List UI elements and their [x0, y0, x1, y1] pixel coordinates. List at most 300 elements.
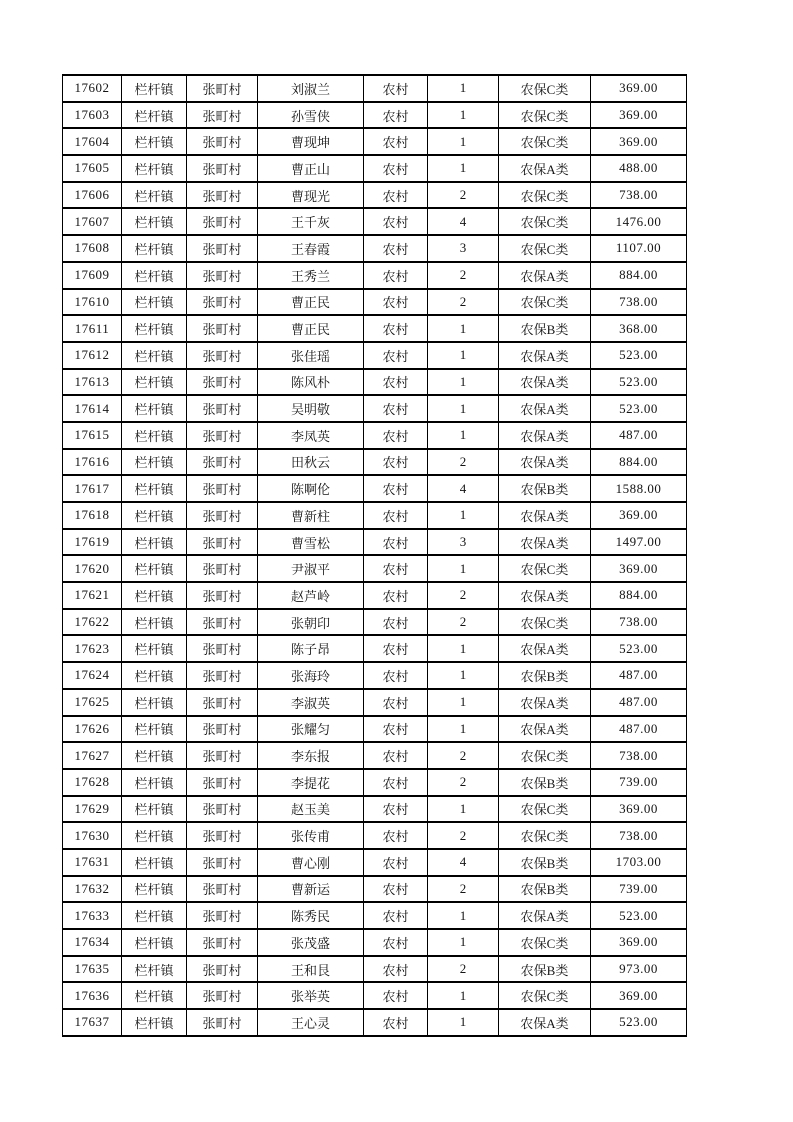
table-row [63, 555, 687, 582]
cell-village: 张町村 [187, 902, 258, 929]
cell-amount: 738.00 [591, 182, 687, 209]
cell-household_type: 农村 [364, 475, 428, 502]
cell-person_count: 2 [428, 262, 499, 289]
table-row [63, 475, 687, 502]
cell-amount: 738.00 [591, 742, 687, 769]
cell-town: 栏杆镇 [122, 796, 187, 823]
cell-insurance_category: 农保C类 [499, 75, 591, 102]
table-row [63, 929, 687, 956]
cell-person_count: 4 [428, 849, 499, 876]
table-row [63, 689, 687, 716]
cell-id: 17631 [63, 849, 122, 876]
cell-person_count: 2 [428, 289, 499, 316]
cell-village: 张町村 [187, 555, 258, 582]
cell-town: 栏杆镇 [122, 982, 187, 1009]
cell-village: 张町村 [187, 75, 258, 102]
cell-name: 李提花 [258, 769, 364, 796]
cell-village: 张町村 [187, 876, 258, 903]
cell-person_count: 2 [428, 769, 499, 796]
cell-person_count: 1 [428, 689, 499, 716]
cell-insurance_category: 农保B类 [499, 876, 591, 903]
cell-id: 17604 [63, 128, 122, 155]
cell-insurance_category: 农保A类 [499, 369, 591, 396]
cell-household_type: 农村 [364, 876, 428, 903]
cell-village: 张町村 [187, 929, 258, 956]
cell-insurance_category: 农保C类 [499, 822, 591, 849]
cell-name: 李凤英 [258, 422, 364, 449]
cell-town: 栏杆镇 [122, 902, 187, 929]
cell-name: 王春霞 [258, 235, 364, 262]
insurance-records-table [62, 74, 687, 1037]
cell-insurance_category: 农保B类 [499, 662, 591, 689]
cell-person_count: 2 [428, 609, 499, 636]
cell-person_count: 1 [428, 395, 499, 422]
cell-village: 张町村 [187, 956, 258, 983]
cell-name: 赵芦岭 [258, 582, 364, 609]
cell-person_count: 4 [428, 475, 499, 502]
table-row [63, 449, 687, 476]
cell-household_type: 农村 [364, 929, 428, 956]
cell-insurance_category: 农保A类 [499, 689, 591, 716]
cell-town: 栏杆镇 [122, 689, 187, 716]
table-row [63, 422, 687, 449]
table-row [63, 609, 687, 636]
cell-village: 张町村 [187, 769, 258, 796]
cell-id: 17626 [63, 716, 122, 743]
cell-amount: 1476.00 [591, 208, 687, 235]
cell-town: 栏杆镇 [122, 822, 187, 849]
cell-name: 曹正民 [258, 315, 364, 342]
cell-insurance_category: 农保C类 [499, 742, 591, 769]
table-row [63, 182, 687, 209]
cell-id: 17623 [63, 635, 122, 662]
cell-person_count: 1 [428, 796, 499, 823]
cell-id: 17609 [63, 262, 122, 289]
table-row [63, 956, 687, 983]
cell-name: 李东报 [258, 742, 364, 769]
cell-household_type: 农村 [364, 956, 428, 983]
cell-household_type: 农村 [364, 902, 428, 929]
cell-insurance_category: 农保B类 [499, 849, 591, 876]
cell-household_type: 农村 [364, 369, 428, 396]
cell-name: 孙雪侠 [258, 102, 364, 129]
cell-village: 张町村 [187, 609, 258, 636]
table-row [63, 716, 687, 743]
cell-id: 17614 [63, 395, 122, 422]
cell-insurance_category: 农保C类 [499, 235, 591, 262]
cell-town: 栏杆镇 [122, 769, 187, 796]
cell-village: 张町村 [187, 635, 258, 662]
cell-household_type: 农村 [364, 609, 428, 636]
cell-id: 17634 [63, 929, 122, 956]
table-row [63, 1009, 687, 1036]
cell-person_count: 2 [428, 742, 499, 769]
cell-name: 田秋云 [258, 449, 364, 476]
cell-id: 17617 [63, 475, 122, 502]
cell-person_count: 3 [428, 235, 499, 262]
cell-id: 17633 [63, 902, 122, 929]
cell-town: 栏杆镇 [122, 369, 187, 396]
cell-insurance_category: 农保A类 [499, 502, 591, 529]
cell-amount: 369.00 [591, 796, 687, 823]
cell-village: 张町村 [187, 342, 258, 369]
cell-village: 张町村 [187, 182, 258, 209]
cell-id: 17616 [63, 449, 122, 476]
cell-id: 17618 [63, 502, 122, 529]
cell-amount: 884.00 [591, 449, 687, 476]
cell-village: 张町村 [187, 822, 258, 849]
cell-amount: 369.00 [591, 75, 687, 102]
cell-person_count: 1 [428, 422, 499, 449]
cell-insurance_category: 农保A类 [499, 582, 591, 609]
cell-amount: 523.00 [591, 1009, 687, 1036]
cell-village: 张町村 [187, 155, 258, 182]
cell-amount: 369.00 [591, 128, 687, 155]
cell-name: 刘淑兰 [258, 75, 364, 102]
table-row [63, 395, 687, 422]
cell-amount: 884.00 [591, 262, 687, 289]
cell-person_count: 1 [428, 929, 499, 956]
cell-town: 栏杆镇 [122, 208, 187, 235]
cell-village: 张町村 [187, 449, 258, 476]
cell-town: 栏杆镇 [122, 289, 187, 316]
cell-person_count: 1 [428, 716, 499, 743]
cell-name: 曹现光 [258, 182, 364, 209]
cell-town: 栏杆镇 [122, 342, 187, 369]
cell-town: 栏杆镇 [122, 422, 187, 449]
cell-id: 17625 [63, 689, 122, 716]
cell-amount: 523.00 [591, 635, 687, 662]
cell-name: 王千灰 [258, 208, 364, 235]
cell-household_type: 农村 [364, 822, 428, 849]
cell-name: 曹正民 [258, 289, 364, 316]
cell-household_type: 农村 [364, 262, 428, 289]
cell-amount: 1703.00 [591, 849, 687, 876]
cell-amount: 369.00 [591, 502, 687, 529]
cell-amount: 884.00 [591, 582, 687, 609]
cell-id: 17619 [63, 529, 122, 556]
cell-household_type: 农村 [364, 102, 428, 129]
table-row [63, 75, 687, 102]
cell-household_type: 农村 [364, 662, 428, 689]
cell-person_count: 1 [428, 155, 499, 182]
cell-village: 张町村 [187, 208, 258, 235]
cell-insurance_category: 农保B类 [499, 956, 591, 983]
cell-id: 17622 [63, 609, 122, 636]
cell-insurance_category: 农保C类 [499, 208, 591, 235]
cell-insurance_category: 农保C类 [499, 929, 591, 956]
cell-amount: 369.00 [591, 102, 687, 129]
cell-household_type: 农村 [364, 529, 428, 556]
cell-household_type: 农村 [364, 742, 428, 769]
cell-id: 17602 [63, 75, 122, 102]
cell-village: 张町村 [187, 742, 258, 769]
cell-household_type: 农村 [364, 635, 428, 662]
cell-town: 栏杆镇 [122, 662, 187, 689]
cell-insurance_category: 农保A类 [499, 449, 591, 476]
cell-town: 栏杆镇 [122, 956, 187, 983]
cell-town: 栏杆镇 [122, 529, 187, 556]
cell-village: 张町村 [187, 395, 258, 422]
cell-household_type: 农村 [364, 555, 428, 582]
cell-amount: 1588.00 [591, 475, 687, 502]
cell-household_type: 农村 [364, 342, 428, 369]
cell-village: 张町村 [187, 289, 258, 316]
cell-person_count: 2 [428, 956, 499, 983]
cell-insurance_category: 农保B类 [499, 475, 591, 502]
cell-id: 17607 [63, 208, 122, 235]
cell-name: 曹新运 [258, 876, 364, 903]
cell-name: 陈子昂 [258, 635, 364, 662]
cell-village: 张町村 [187, 422, 258, 449]
cell-insurance_category: 农保A类 [499, 902, 591, 929]
cell-name: 王和艮 [258, 956, 364, 983]
cell-id: 17630 [63, 822, 122, 849]
cell-household_type: 农村 [364, 982, 428, 1009]
cell-household_type: 农村 [364, 449, 428, 476]
cell-village: 张町村 [187, 662, 258, 689]
cell-village: 张町村 [187, 582, 258, 609]
cell-amount: 488.00 [591, 155, 687, 182]
cell-person_count: 2 [428, 822, 499, 849]
table-row [63, 369, 687, 396]
cell-household_type: 农村 [364, 502, 428, 529]
cell-household_type: 农村 [364, 155, 428, 182]
cell-name: 李淑英 [258, 689, 364, 716]
table-row [63, 155, 687, 182]
cell-name: 张朝印 [258, 609, 364, 636]
cell-household_type: 农村 [364, 422, 428, 449]
cell-id: 17615 [63, 422, 122, 449]
cell-amount: 487.00 [591, 689, 687, 716]
cell-insurance_category: 农保A类 [499, 395, 591, 422]
cell-person_count: 2 [428, 876, 499, 903]
table-row [63, 342, 687, 369]
cell-insurance_category: 农保C类 [499, 102, 591, 129]
cell-insurance_category: 农保B类 [499, 769, 591, 796]
cell-insurance_category: 农保C类 [499, 128, 591, 155]
cell-town: 栏杆镇 [122, 235, 187, 262]
cell-name: 陈风朴 [258, 369, 364, 396]
cell-id: 17605 [63, 155, 122, 182]
cell-village: 张町村 [187, 102, 258, 129]
cell-village: 张町村 [187, 689, 258, 716]
cell-town: 栏杆镇 [122, 555, 187, 582]
cell-town: 栏杆镇 [122, 182, 187, 209]
cell-household_type: 农村 [364, 849, 428, 876]
cell-village: 张町村 [187, 315, 258, 342]
cell-id: 17627 [63, 742, 122, 769]
cell-household_type: 农村 [364, 289, 428, 316]
table-row [63, 742, 687, 769]
cell-amount: 738.00 [591, 609, 687, 636]
cell-village: 张町村 [187, 849, 258, 876]
cell-village: 张町村 [187, 982, 258, 1009]
cell-amount: 739.00 [591, 876, 687, 903]
cell-town: 栏杆镇 [122, 102, 187, 129]
cell-insurance_category: 农保A类 [499, 716, 591, 743]
cell-amount: 487.00 [591, 662, 687, 689]
cell-name: 张佳瑶 [258, 342, 364, 369]
cell-town: 栏杆镇 [122, 929, 187, 956]
cell-person_count: 1 [428, 902, 499, 929]
cell-amount: 368.00 [591, 315, 687, 342]
cell-id: 17628 [63, 769, 122, 796]
cell-household_type: 农村 [364, 1009, 428, 1036]
cell-person_count: 1 [428, 555, 499, 582]
cell-person_count: 1 [428, 315, 499, 342]
table-body [63, 75, 687, 1036]
cell-village: 张町村 [187, 128, 258, 155]
cell-town: 栏杆镇 [122, 475, 187, 502]
cell-town: 栏杆镇 [122, 262, 187, 289]
table-row [63, 902, 687, 929]
cell-name: 曹心刚 [258, 849, 364, 876]
cell-household_type: 农村 [364, 182, 428, 209]
cell-household_type: 农村 [364, 716, 428, 743]
table-row [63, 208, 687, 235]
cell-town: 栏杆镇 [122, 449, 187, 476]
cell-household_type: 农村 [364, 769, 428, 796]
table-row [63, 315, 687, 342]
cell-name: 曹现坤 [258, 128, 364, 155]
cell-town: 栏杆镇 [122, 849, 187, 876]
cell-town: 栏杆镇 [122, 75, 187, 102]
cell-town: 栏杆镇 [122, 609, 187, 636]
cell-id: 17636 [63, 982, 122, 1009]
cell-name: 张举英 [258, 982, 364, 1009]
cell-village: 张町村 [187, 262, 258, 289]
cell-id: 17606 [63, 182, 122, 209]
cell-town: 栏杆镇 [122, 716, 187, 743]
cell-insurance_category: 农保A类 [499, 1009, 591, 1036]
cell-person_count: 2 [428, 182, 499, 209]
table-row [63, 769, 687, 796]
cell-village: 张町村 [187, 369, 258, 396]
cell-id: 17632 [63, 876, 122, 903]
table-row [63, 102, 687, 129]
table-row [63, 262, 687, 289]
cell-amount: 487.00 [591, 716, 687, 743]
table-row [63, 289, 687, 316]
table-row [63, 822, 687, 849]
cell-town: 栏杆镇 [122, 582, 187, 609]
cell-id: 17610 [63, 289, 122, 316]
table-row [63, 982, 687, 1009]
cell-id: 17629 [63, 796, 122, 823]
cell-town: 栏杆镇 [122, 876, 187, 903]
cell-name: 张海玲 [258, 662, 364, 689]
cell-town: 栏杆镇 [122, 395, 187, 422]
cell-person_count: 1 [428, 635, 499, 662]
cell-household_type: 农村 [364, 128, 428, 155]
cell-id: 17612 [63, 342, 122, 369]
table-row [63, 796, 687, 823]
cell-person_count: 2 [428, 582, 499, 609]
cell-amount: 523.00 [591, 369, 687, 396]
cell-insurance_category: 农保C类 [499, 796, 591, 823]
cell-household_type: 农村 [364, 582, 428, 609]
cell-person_count: 1 [428, 75, 499, 102]
cell-name: 陈啊伦 [258, 475, 364, 502]
cell-id: 17624 [63, 662, 122, 689]
cell-name: 尹淑平 [258, 555, 364, 582]
cell-amount: 973.00 [591, 956, 687, 983]
cell-person_count: 1 [428, 1009, 499, 1036]
cell-household_type: 农村 [364, 235, 428, 262]
cell-name: 曹正山 [258, 155, 364, 182]
cell-village: 张町村 [187, 502, 258, 529]
cell-village: 张町村 [187, 529, 258, 556]
cell-name: 赵玉美 [258, 796, 364, 823]
cell-household_type: 农村 [364, 689, 428, 716]
cell-town: 栏杆镇 [122, 315, 187, 342]
cell-insurance_category: 农保C类 [499, 289, 591, 316]
cell-person_count: 1 [428, 662, 499, 689]
table-row [63, 849, 687, 876]
cell-id: 17611 [63, 315, 122, 342]
cell-id: 17635 [63, 956, 122, 983]
cell-insurance_category: 农保A类 [499, 635, 591, 662]
cell-person_count: 4 [428, 208, 499, 235]
table-row [63, 235, 687, 262]
cell-town: 栏杆镇 [122, 128, 187, 155]
table-row [63, 128, 687, 155]
cell-amount: 369.00 [591, 982, 687, 1009]
cell-name: 曹新柱 [258, 502, 364, 529]
cell-amount: 523.00 [591, 342, 687, 369]
cell-insurance_category: 农保C类 [499, 555, 591, 582]
cell-name: 张传甫 [258, 822, 364, 849]
cell-amount: 523.00 [591, 902, 687, 929]
cell-name: 张耀匀 [258, 716, 364, 743]
cell-insurance_category: 农保B类 [499, 315, 591, 342]
cell-insurance_category: 农保A类 [499, 342, 591, 369]
table-row [63, 582, 687, 609]
cell-amount: 738.00 [591, 289, 687, 316]
cell-town: 栏杆镇 [122, 635, 187, 662]
cell-village: 张町村 [187, 796, 258, 823]
table-row [63, 502, 687, 529]
cell-insurance_category: 农保A类 [499, 529, 591, 556]
cell-household_type: 农村 [364, 208, 428, 235]
cell-household_type: 农村 [364, 395, 428, 422]
cell-town: 栏杆镇 [122, 1009, 187, 1036]
cell-name: 曹雪松 [258, 529, 364, 556]
table-row [63, 635, 687, 662]
cell-household_type: 农村 [364, 796, 428, 823]
cell-insurance_category: 农保A类 [499, 155, 591, 182]
cell-id: 17603 [63, 102, 122, 129]
cell-id: 17621 [63, 582, 122, 609]
cell-id: 17608 [63, 235, 122, 262]
cell-insurance_category: 农保A类 [499, 422, 591, 449]
cell-household_type: 农村 [364, 315, 428, 342]
cell-town: 栏杆镇 [122, 742, 187, 769]
cell-village: 张町村 [187, 475, 258, 502]
cell-insurance_category: 农保C类 [499, 182, 591, 209]
cell-person_count: 1 [428, 502, 499, 529]
cell-id: 17620 [63, 555, 122, 582]
cell-person_count: 1 [428, 982, 499, 1009]
cell-town: 栏杆镇 [122, 502, 187, 529]
cell-name: 陈秀民 [258, 902, 364, 929]
table-row [63, 662, 687, 689]
cell-person_count: 1 [428, 369, 499, 396]
cell-person_count: 1 [428, 128, 499, 155]
cell-person_count: 1 [428, 342, 499, 369]
cell-insurance_category: 农保C类 [499, 982, 591, 1009]
